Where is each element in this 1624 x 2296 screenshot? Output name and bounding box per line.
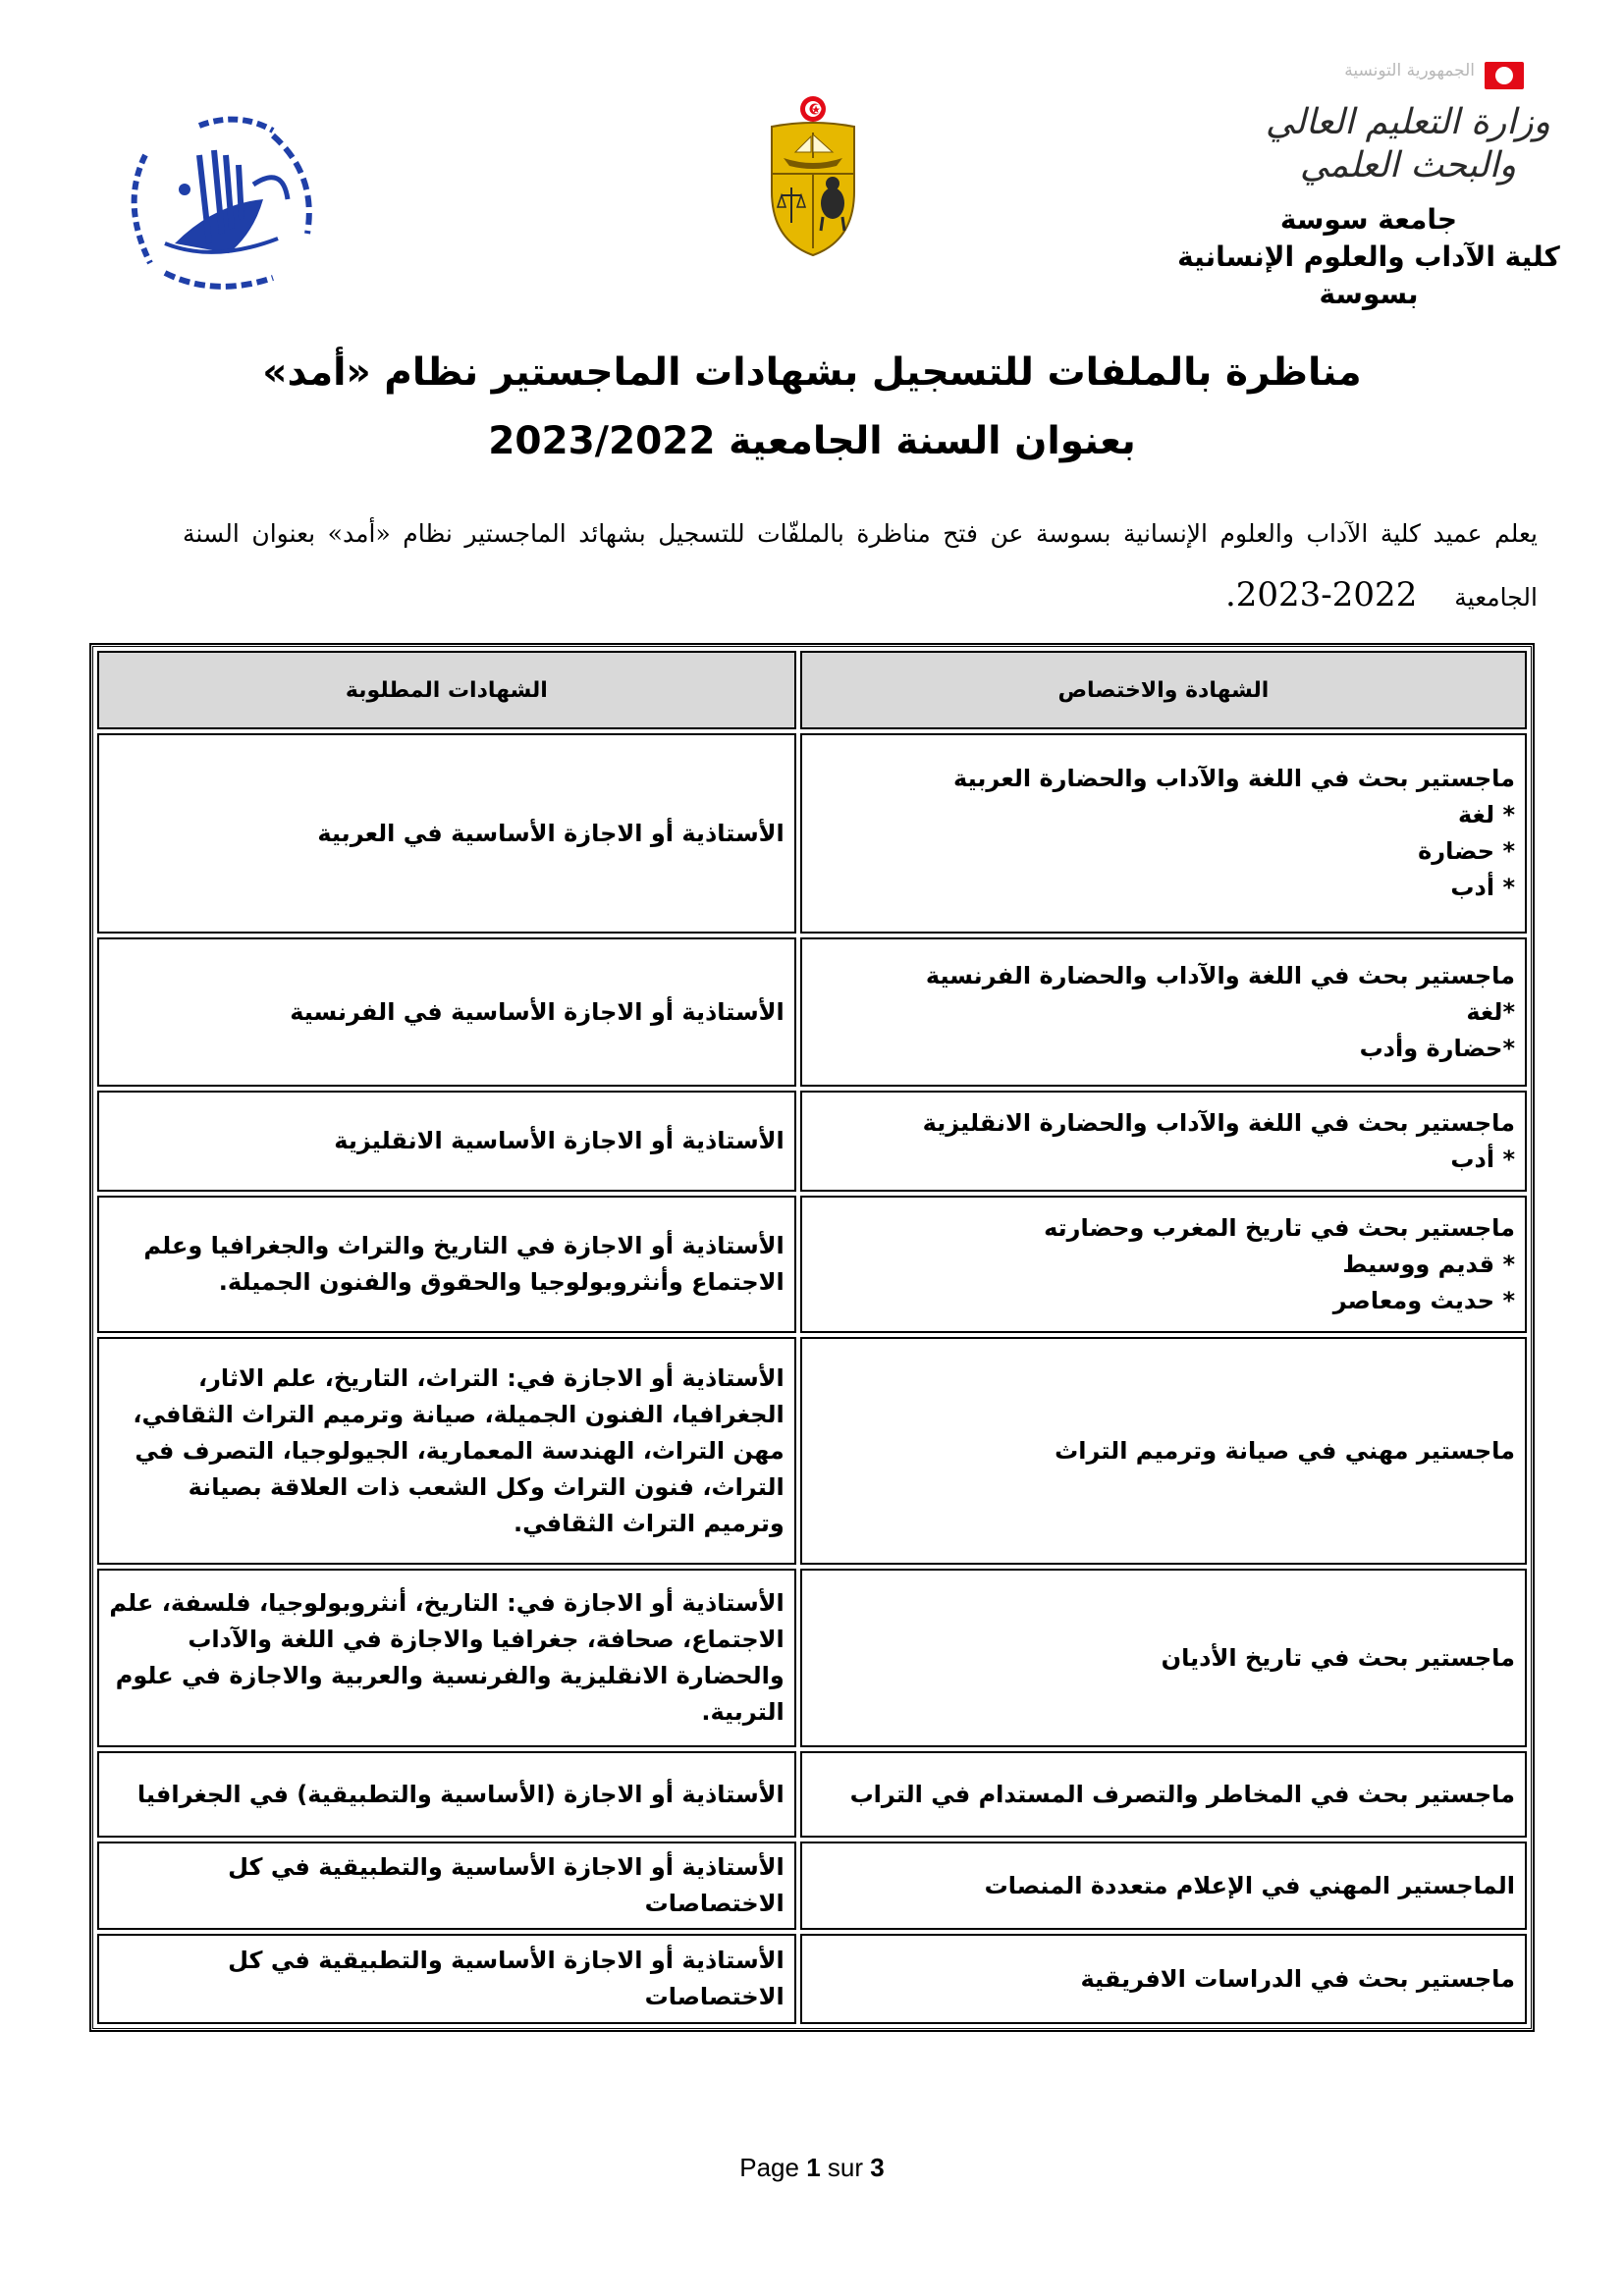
speciality-title: ماجستير بحث في المخاطر والتصرف المستدام في التراب: [849, 1780, 1515, 1808]
table-row: [97, 1091, 1527, 1192]
announcement-title: مناظرة بالملفات للتسجيل بشهادات الماجستير نظام «أمد»: [262, 350, 1362, 395]
required-degree-cell: الأستاذية أو الاجازة الأساسية في الفرنسية: [97, 937, 796, 1087]
speciality-title: ماجستير بحث في تاريخ الأديان: [1161, 1643, 1515, 1672]
tunisia-flag-icon: [1485, 62, 1524, 89]
speciality-title: ماجستير مهني في صيانة وترميم التراث: [1055, 1436, 1515, 1465]
table-row: [97, 1337, 1527, 1565]
speciality-title: ماجستير بحث في اللغة والآداب والحضارة العربية: [953, 765, 1515, 792]
speciality-cell: [800, 1569, 1527, 1747]
speciality-option: * أدب: [1450, 874, 1515, 901]
required-degree-cell: الأستاذية أو الاجازة في: التاريخ، أنثروبولوجيا، فلسفة، علم الاجتماع، صحافة، جغرافيا والاجازة في اللغة والآداب والحضارة الانقليزية والفرنسية والعربية والاجازة في علوم التربية.: [97, 1569, 796, 1747]
header-required: الشهادات المطلوبة: [97, 651, 796, 729]
academic-year-title: بعنوان السنة الجامعية 2023/2022: [488, 419, 1136, 463]
speciality-title: ماجستير بحث في اللغة والآداب والحضارة الانقليزية: [922, 1108, 1515, 1137]
speciality-title: ماجستير بحث في الدراسات الافريقية: [1080, 1964, 1515, 1993]
table-row: [97, 1751, 1527, 1838]
table-body: [97, 733, 1527, 2024]
speciality-cell: [800, 937, 1527, 1087]
page-number: [0, 2153, 1624, 2183]
speciality-cell: [800, 1196, 1527, 1333]
table-row: [97, 733, 1527, 934]
table-row: [97, 1569, 1527, 1747]
faculty-name: كلية الآداب والعلوم الإنسانية: [1177, 240, 1560, 273]
page-current: 1: [806, 2153, 821, 2182]
speciality-option: * حضارة: [1418, 837, 1515, 865]
required-degree-cell: الأستاذية أو الاجازة الأساسية في العربية: [97, 733, 796, 934]
ministry-name-line1: وزارة التعليم العالي: [1265, 102, 1551, 142]
table-row: [97, 937, 1527, 1087]
page-middle: sur: [827, 2153, 864, 2182]
speciality-option: * لغة: [1457, 801, 1515, 828]
speciality-cell: [800, 1337, 1527, 1565]
table-row: [97, 1842, 1527, 1930]
table-row: [97, 1196, 1527, 1333]
intro-paragraph: [183, 503, 1538, 628]
required-degree-cell: الأستاذية أو الاجازة الأساسية والتطبيقية في كل الاختصاصات: [97, 1934, 796, 2024]
required-degree-cell: الأستاذية أو الاجازة (الأساسية والتطبيقية) في الجغرافيا: [97, 1751, 796, 1838]
speciality-cell: [800, 1751, 1527, 1838]
speciality-option: *لغة: [1466, 997, 1515, 1026]
university-name: جامعة سوسة: [1279, 203, 1458, 236]
university-block: [1163, 201, 1575, 313]
faculty-city: بسوسة: [1319, 278, 1419, 310]
republic-label: الجمهورية التونسية: [1344, 61, 1475, 80]
table-header-row: [97, 651, 1527, 729]
masters-table: [90, 644, 1534, 2031]
header-speciality: الشهادة والاختصاص: [800, 651, 1527, 729]
speciality-option: * أدب: [1450, 1145, 1515, 1173]
intro-text: يعلم عميد كلية الآداب والعلوم الإنسانية بسوسة عن فتح مناظرة بالملفّات للتسجيل بشهائد الماجستير نظام «أمد» بعنوان السنة الجامعية: [183, 519, 1538, 612]
speciality-option: * حديث ومعاصر: [1332, 1286, 1515, 1314]
speciality-option: *حضارة وأدب: [1359, 1034, 1515, 1062]
required-degree-cell: الأستاذية أو الاجازة في: التراث، التاريخ، علم الاثار، الجغرافيا، الفنون الجميلة، صيانة وترميم التراث الثقافي، مهن التراث، الهندسة المعمارية، الجيولوجيا، التصرف في التراث، فنون التراث وكل الشعب ذات العلاقة بصيانة وترميم التراث الثقافي.: [97, 1337, 796, 1565]
speciality-cell: [800, 1934, 1527, 2024]
page-prefix: Page: [739, 2153, 799, 2182]
required-degree-cell: الأستاذية أو الاجازة الأساسية الانقليزية: [97, 1091, 796, 1192]
required-degree-cell: الأستاذية أو الاجازة في التاريخ والتراث والجغرافيا وعلم الاجتماع وأنثروبولوجيا والحقوق والفنون الجميلة.: [97, 1196, 796, 1333]
tunisia-coat-of-arms-icon: [754, 93, 872, 260]
page-total: 3: [870, 2153, 885, 2182]
speciality-title: ماجستير بحث في تاريخ المغرب وحضارته: [1044, 1213, 1515, 1242]
ministry-name-line2: والبحث العلمي: [1299, 145, 1517, 186]
letterhead: [0, 0, 1624, 334]
table-row: [97, 1934, 1527, 2024]
faculty-logo-icon: [106, 96, 352, 302]
speciality-title: الماجستير المهني في الإعلام متعددة المنصات: [984, 1871, 1515, 1899]
ministry-name: [1261, 101, 1555, 187]
speciality-cell: [800, 733, 1527, 934]
required-degree-cell: الأستاذية أو الاجازة الأساسية والتطبيقية في كل الاختصاصات: [97, 1842, 796, 1930]
speciality-cell: [800, 1091, 1527, 1192]
speciality-cell: [800, 1842, 1527, 1930]
speciality-title: ماجستير بحث في اللغة والآداب والحضارة الفرنسية: [925, 961, 1515, 989]
intro-year: 2022-2023.: [1224, 575, 1418, 614]
speciality-option: * قديم ووسيط: [1342, 1250, 1515, 1278]
